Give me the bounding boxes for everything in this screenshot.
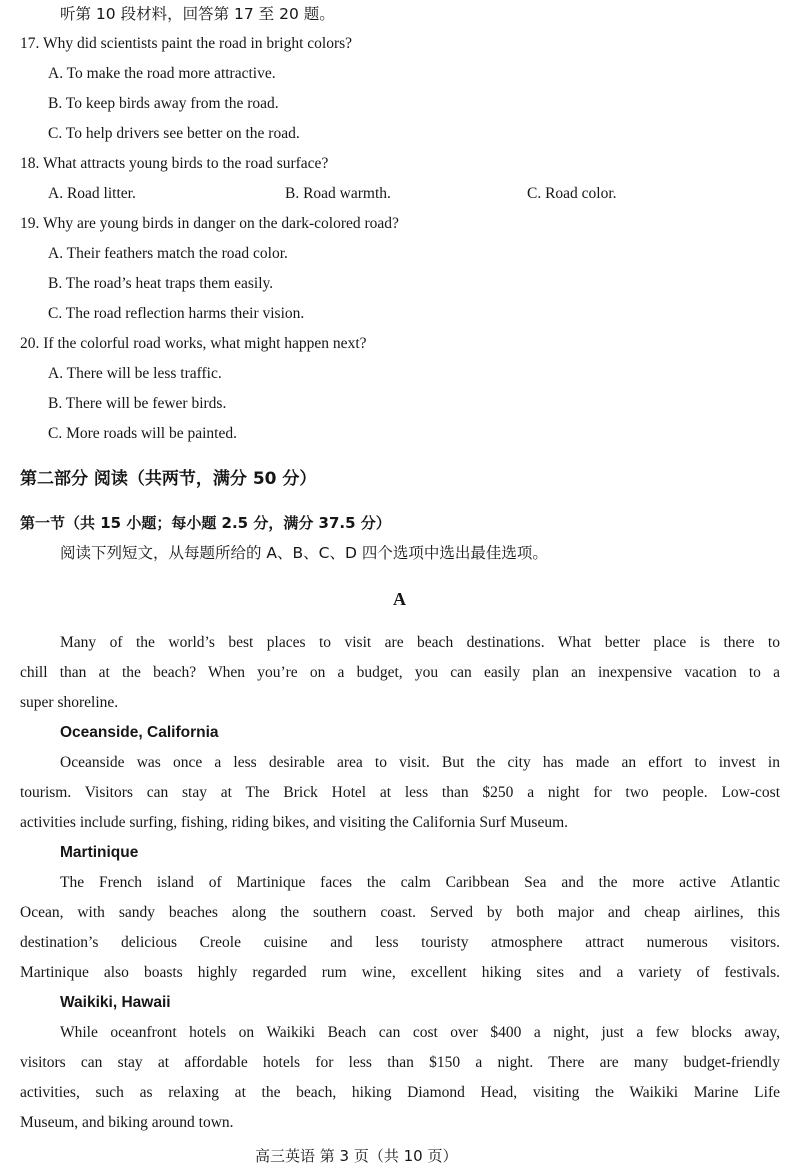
waikiki-line-4: Museum, and biking around town. bbox=[20, 1114, 234, 1131]
question-19-option-c: C. The road reflection harms their vision. bbox=[48, 305, 305, 322]
oceanside-line-2: tourism. Visitors can stay at The Brick Hotel at less than $250 a night for two people. Low-cost bbox=[20, 784, 780, 801]
place-heading-waikiki: Waikiki, Hawaii bbox=[60, 994, 171, 1011]
question-18-option-a: A. Road litter. bbox=[48, 185, 136, 202]
martinique-line-2: Ocean, with sandy beaches along the southern coast. Served by both major and cheap airlines, this bbox=[20, 904, 780, 921]
passage-intro-line-1: Many of the world’s best places to visit are beach destinations. What better place is there to bbox=[60, 634, 780, 651]
question-20-option-a: A. There will be less traffic. bbox=[48, 365, 222, 382]
martinique-line-1: The French island of Martinique faces the calm Caribbean Sea and the more active Atlantic bbox=[60, 874, 780, 891]
part-title: 第二部分 阅读（共两节，满分 50 分） bbox=[20, 469, 317, 489]
passage-intro-line-2: chill than at the beach? When you’re on a budget, you can easily plan an inexpensive vacation to a bbox=[20, 664, 780, 681]
reading-instruction: 阅读下列短文，从每题所给的 A、B、C、D 四个选项中选出最佳选项。 bbox=[60, 544, 548, 562]
question-19-option-a: A. Their feathers match the road color. bbox=[48, 245, 288, 262]
martinique-line-4: Martinique also boasts highly regarded rum wine, excellent hiking sites and a variety of festivals. bbox=[20, 964, 780, 981]
question-17-option-b: B. To keep birds away from the road. bbox=[48, 95, 279, 112]
waikiki-line-3: activities, such as relaxing at the beach, hiking Diamond Head, visiting the Waikiki Marine Life bbox=[20, 1084, 780, 1101]
question-17-stem: 17. Why did scientists paint the road in bright colors? bbox=[20, 35, 353, 52]
place-heading-martinique: Martinique bbox=[60, 844, 139, 861]
question-18-stem: 18. What attracts young birds to the road surface? bbox=[20, 155, 329, 172]
oceanside-line-3: activities include surfing, fishing, riding bikes, and visiting the California Surf Museum. bbox=[20, 814, 569, 831]
question-20-option-b: B. There will be fewer birds. bbox=[48, 395, 227, 412]
place-heading-oceanside: Oceanside, California bbox=[60, 724, 219, 741]
question-18-option-b: B. Road warmth. bbox=[285, 185, 391, 202]
question-20-option-c: C. More roads will be painted. bbox=[48, 425, 237, 442]
listening-intro: 听第 10 段材料，回答第 17 至 20 题。 bbox=[60, 5, 335, 23]
question-19-option-b: B. The road’s heat traps them easily. bbox=[48, 275, 274, 292]
question-18-option-c: C. Road color. bbox=[527, 185, 617, 202]
waikiki-line-2: visitors can stay at affordable hotels for less than $150 a night. There are many budget-friendly bbox=[20, 1054, 780, 1071]
question-17-option-a: A. To make the road more attractive. bbox=[48, 65, 276, 82]
page-footer: 高三英语 第 3 页（共 10 页） bbox=[255, 1147, 458, 1165]
question-20-stem: 20. If the colorful road works, what might happen next? bbox=[20, 335, 367, 352]
question-19-stem: 19. Why are young birds in danger on the dark-colored road? bbox=[20, 215, 399, 232]
oceanside-line-1: Oceanside was once a less desirable area to visit. But the city has made an effort to invest in bbox=[60, 754, 780, 771]
waikiki-line-1: While oceanfront hotels on Waikiki Beach can cost over $400 a night, just a few blocks away, bbox=[60, 1024, 780, 1041]
question-17-option-c: C. To help drivers see better on the road. bbox=[48, 125, 300, 142]
martinique-line-3: destination’s delicious Creole cuisine and less touristy atmosphere attract numerous visitors. bbox=[20, 934, 780, 951]
passage-intro-line-3: super shoreline. bbox=[20, 694, 119, 711]
passage-label: A bbox=[393, 589, 406, 609]
section-title: 第一节（共 15 小题；每小题 2.5 分，满分 37.5 分） bbox=[20, 514, 391, 532]
